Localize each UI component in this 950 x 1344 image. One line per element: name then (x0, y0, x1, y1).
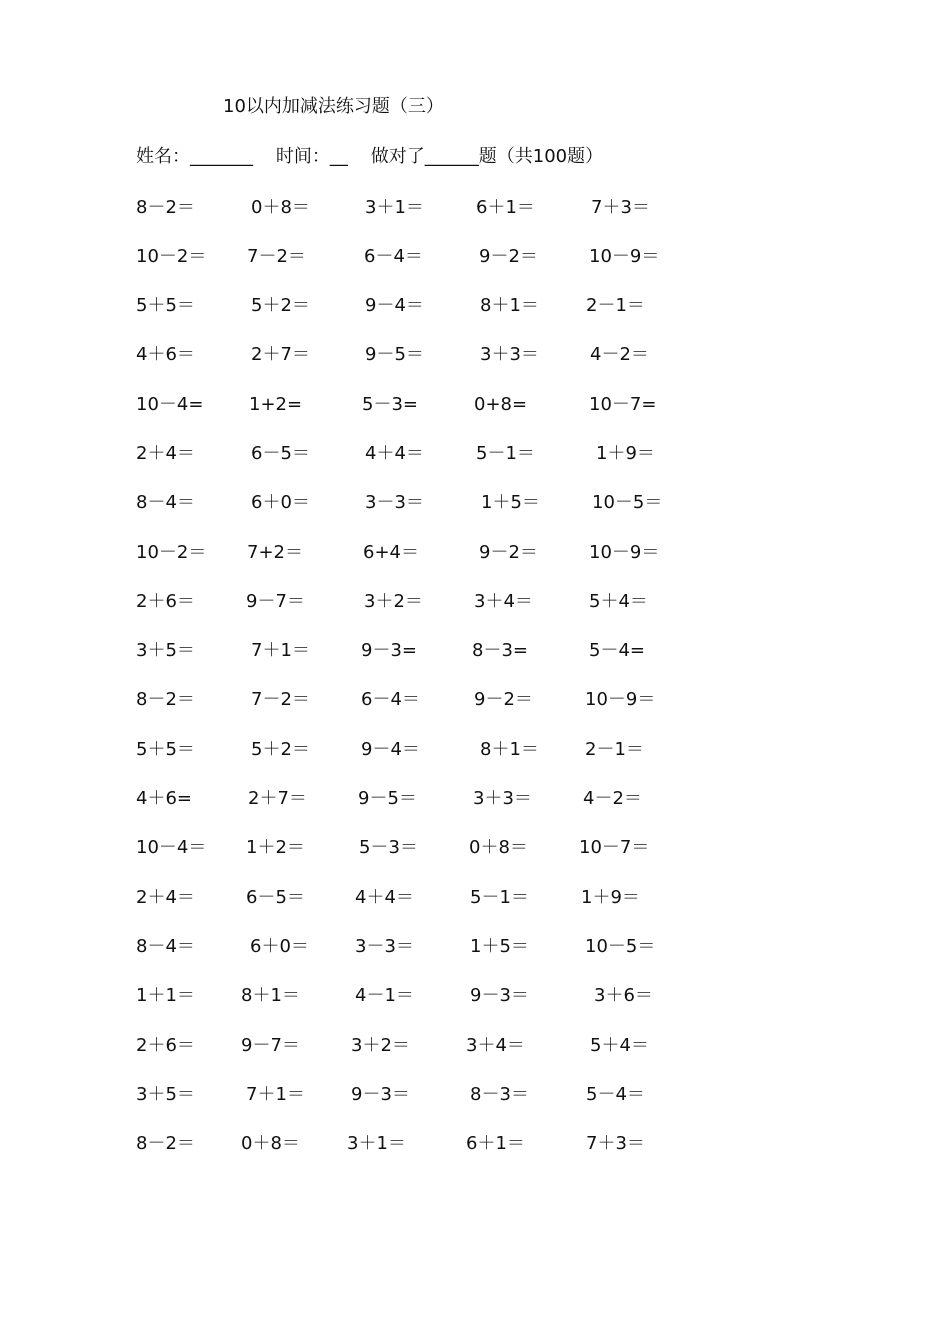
problem-r2-c5: 10－9＝ (589, 246, 660, 267)
problem-r7-c5: 10－5＝ (592, 492, 663, 513)
problem-r20-c1: 8－2＝ (136, 1133, 195, 1154)
problem-r11-c5: 10－9＝ (585, 689, 656, 710)
problem-r9-c2: 9－7＝ (246, 591, 305, 612)
total-label: 题（共100题） (478, 146, 604, 167)
problem-r1-c4: 6＋1＝ (476, 197, 535, 218)
problem-r7-c2: 6＋0＝ (251, 492, 310, 513)
problem-r12-c4: 8＋1＝ (480, 739, 539, 760)
problem-r5-c2: 1+2= (249, 394, 303, 415)
problem-r6-c1: 2＋4＝ (136, 443, 195, 464)
problem-r13-c4: 3＋3＝ (473, 788, 532, 809)
problem-r17-c2: 8＋1＝ (241, 985, 300, 1006)
name-blank: _______ (190, 146, 253, 167)
problem-r13-c3: 9－5＝ (358, 788, 417, 809)
problem-r19-c1: 3＋5＝ (136, 1084, 195, 1105)
problem-r3-c1: 5＋5＝ (136, 295, 195, 316)
problem-r10-c2: 7＋1＝ (251, 640, 310, 661)
problem-r6-c2: 6－5＝ (251, 443, 310, 464)
problem-r12-c2: 5＋2＝ (251, 739, 310, 760)
problem-r5-c4: 0+8= (474, 394, 528, 415)
problem-r14-c3: 5－3＝ (359, 837, 418, 858)
problem-r15-c2: 6－5＝ (246, 887, 305, 908)
problem-r16-c2: 6＋0＝ (250, 936, 309, 957)
problem-r6-c5: 1＋9＝ (596, 443, 655, 464)
problem-r17-c1: 1＋1＝ (136, 985, 195, 1006)
problem-r1-c5: 7＋3＝ (591, 197, 650, 218)
problem-r9-c4: 3＋4＝ (474, 591, 533, 612)
problem-r5-c3: 5－3= (362, 394, 418, 415)
problem-r12-c5: 2－1＝ (585, 739, 644, 760)
name-label: 姓名： (136, 146, 190, 167)
problem-r11-c1: 8－2＝ (136, 689, 195, 710)
problem-r7-c3: 3－3＝ (365, 492, 424, 513)
problem-r18-c4: 3＋4＝ (466, 1035, 525, 1056)
done-blank: ______ (424, 146, 479, 167)
problem-r14-c2: 1＋2＝ (246, 837, 305, 858)
problem-r17-c3: 4－1＝ (355, 985, 414, 1006)
problem-r11-c3: 6－4＝ (361, 689, 420, 710)
problem-r18-c2: 9－7＝ (241, 1035, 300, 1056)
problem-r18-c1: 2＋6＝ (136, 1035, 195, 1056)
problem-r4-c3: 9－5＝ (365, 344, 424, 365)
problem-r18-c3: 3＋2＝ (351, 1035, 410, 1056)
problem-r8-c4: 9－2＝ (479, 542, 538, 563)
problem-r17-c5: 3＋6＝ (594, 985, 653, 1006)
problem-r16-c3: 3－3＝ (355, 936, 414, 957)
problem-r8-c2: 7+2＝ (247, 542, 303, 563)
problem-r5-c5: 10－7= (589, 394, 657, 415)
problem-r11-c4: 9－2＝ (474, 689, 533, 710)
problem-r2-c4: 9－2＝ (479, 246, 538, 267)
problem-r15-c1: 2＋4＝ (136, 887, 195, 908)
problem-r14-c4: 0＋8＝ (469, 837, 528, 858)
problem-r20-c4: 6＋1＝ (466, 1133, 525, 1154)
problem-r8-c5: 10－9＝ (589, 542, 660, 563)
problem-r10-c1: 3＋5＝ (136, 640, 195, 661)
problem-r2-c2: 7－2＝ (247, 246, 306, 267)
time-label: 时间： (275, 146, 330, 167)
problem-r4-c2: 2＋7＝ (251, 344, 310, 365)
problem-r7-c4: 1＋5＝ (481, 492, 540, 513)
problem-r1-c2: 0＋8＝ (251, 197, 310, 218)
problem-r6-c3: 4＋4＝ (365, 443, 424, 464)
problem-r12-c3: 9－4＝ (361, 739, 420, 760)
problem-r7-c1: 8－4＝ (136, 492, 195, 513)
problem-r16-c5: 10－5＝ (585, 936, 656, 957)
problem-r19-c3: 9－3＝ (351, 1084, 410, 1105)
time-blank: __ (329, 146, 348, 167)
problem-r18-c5: 5＋4＝ (590, 1035, 649, 1056)
problem-r16-c1: 8－4＝ (136, 936, 195, 957)
problem-r4-c1: 4＋6＝ (136, 344, 195, 365)
problem-r2-c1: 10－2＝ (136, 246, 207, 267)
problem-r3-c2: 5＋2＝ (251, 295, 310, 316)
problem-r15-c5: 1＋9＝ (581, 887, 640, 908)
problem-r8-c1: 10－2＝ (136, 542, 207, 563)
problem-r17-c4: 9－3＝ (470, 985, 529, 1006)
problem-r19-c4: 8－3＝ (470, 1084, 529, 1105)
problem-r12-c1: 5＋5＝ (136, 739, 195, 760)
problem-r10-c3: 9－3= (361, 640, 417, 661)
problem-r3-c3: 9－4＝ (365, 295, 424, 316)
problem-r20-c5: 7＋3＝ (586, 1133, 645, 1154)
problem-r1-c1: 8－2＝ (136, 197, 195, 218)
problem-r16-c4: 1＋5＝ (470, 936, 529, 957)
problem-r19-c2: 7＋1＝ (246, 1084, 305, 1105)
problem-r20-c2: 0＋8＝ (241, 1133, 300, 1154)
problem-r9-c5: 5＋4＝ (589, 591, 648, 612)
problem-r4-c4: 3＋3＝ (480, 344, 539, 365)
problem-r2-c3: 6－4＝ (364, 246, 423, 267)
problem-r9-c3: 3＋2＝ (364, 591, 423, 612)
problem-r3-c5: 2－1＝ (586, 295, 645, 316)
problem-r15-c3: 4＋4＝ (355, 887, 414, 908)
problem-r6-c4: 5－1＝ (476, 443, 535, 464)
problem-r10-c5: 5－4= (589, 640, 645, 661)
done-label: 做对了 (370, 146, 425, 167)
problem-r19-c5: 5－4＝ (586, 1084, 645, 1105)
problem-r3-c4: 8＋1＝ (480, 295, 539, 316)
problem-r20-c3: 3＋1＝ (347, 1133, 406, 1154)
problem-r1-c3: 3＋1＝ (365, 197, 424, 218)
problem-r15-c4: 5－1＝ (470, 887, 529, 908)
problem-r13-c2: 2＋7＝ (248, 788, 307, 809)
problem-r11-c2: 7－2＝ (251, 689, 310, 710)
problem-r9-c1: 2＋6＝ (136, 591, 195, 612)
problem-r5-c1: 10－4= (136, 394, 204, 415)
problem-r10-c4: 8－3= (472, 640, 528, 661)
problem-r8-c3: 6+4＝ (363, 542, 419, 563)
problem-r13-c1: 4＋6= (136, 788, 192, 809)
worksheet-title: 10以内加减法练习题（三） (223, 96, 444, 117)
problem-r4-c5: 4－2＝ (590, 344, 649, 365)
problem-r14-c5: 10－7＝ (579, 837, 650, 858)
problem-r13-c5: 4－2＝ (583, 788, 642, 809)
problem-r14-c1: 10－4＝ (136, 837, 207, 858)
